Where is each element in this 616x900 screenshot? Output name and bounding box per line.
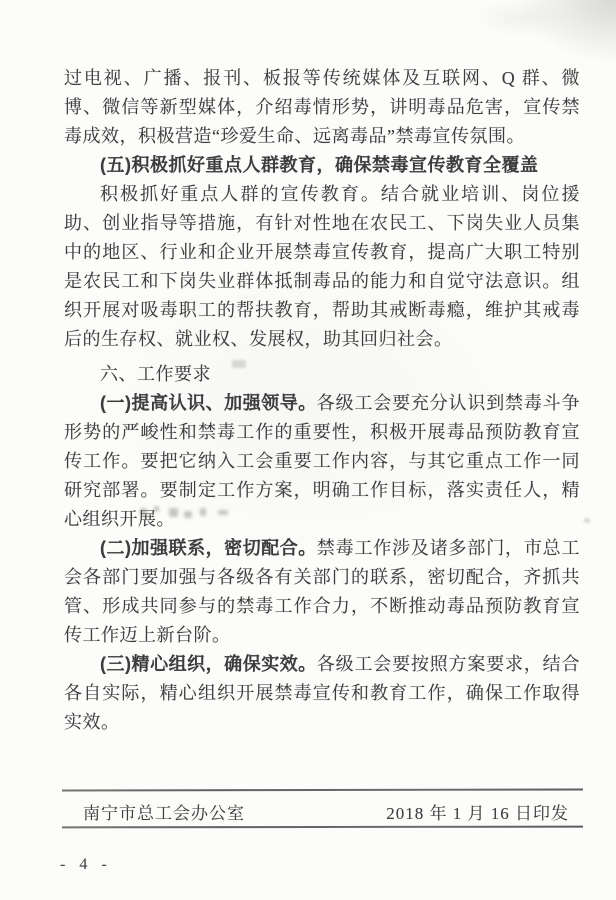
section6-heading: 六、工作要求 [100,364,211,384]
requirement-item-3-lead: (三)精心组织，确保实效。 [100,654,317,674]
requirement-item-3-text: 各级工会要按照方案要求，结合各自实际，精心组织开展禁毒宣传和教育工作，确保工作取得实效。 [64,654,580,732]
footer-print-date: 2018 年 1 月 16 日印发 [386,803,569,823]
requirement-item-1-text: 各级工会要充分认识到禁毒斗争形势的严峻性和禁毒工作的重要性，积极开展毒品预防教育宣传工作。要把它纳入工会重要工作内容，与其它重点工作一同研究部署。要制定工作方案，明确工作目标，落实责任人，精心组织开展。 [64,393,580,529]
requirement-item-2 [64,534,580,650]
footer-bottom-rule [62,826,583,829]
document-body [64,64,580,737]
requirement-item-1 [64,389,580,534]
page-number: - 4 - [60,856,112,873]
footer-top-rule [62,788,583,791]
section5-heading: (五)积极抓好重点人群教育，确保禁毒宣传教育全覆盖 [100,155,539,175]
requirement-item-1-lead: (一)提高认识、加强领导。 [100,393,317,413]
section5-paragraph: 积极抓好重点人群的宣传教育。结合就业培训、岗位援助、创业指导等措施，有针对性地在农民工、下岗失业人员集中的地区、行业和企业开展禁毒宣传教育，提高广大职工特别是农民工和下岗失业群体抵制毒品的能力和自觉守法意识。组织开展对吸毒职工的帮扶教育，帮助其戒断毒瘾，维护其戒毒后的生存权、就业权、发展权，助其回归社会。 [64,184,580,349]
footer-issuing-office: 南宁市总工会办公室 [83,803,245,823]
requirement-item-2-text: 禁毒工作涉及诸多部门，市总工会各部门要加强与各级各有关部门的联系，密切配合，齐抓共管、形成共同参与的禁毒工作合力，不断推动毒品预防教育宣传工作迈上新台阶。 [64,538,580,645]
requirement-item-2-lead: (二)加强联系，密切配合。 [100,538,317,558]
footer [62,798,583,824]
paragraph-continuation: 过电视、广播、报刊、板报等传统媒体及互联网、Q 群、微博、微信等新型媒体，介绍毒情形势，讲明毒品危害，宣传禁毒成效，积极营造“珍爱生命、远离毒品”禁毒宣传氛围。 [64,68,580,146]
scan-speck-artifact [584,518,590,523]
requirement-item-3 [64,650,580,737]
